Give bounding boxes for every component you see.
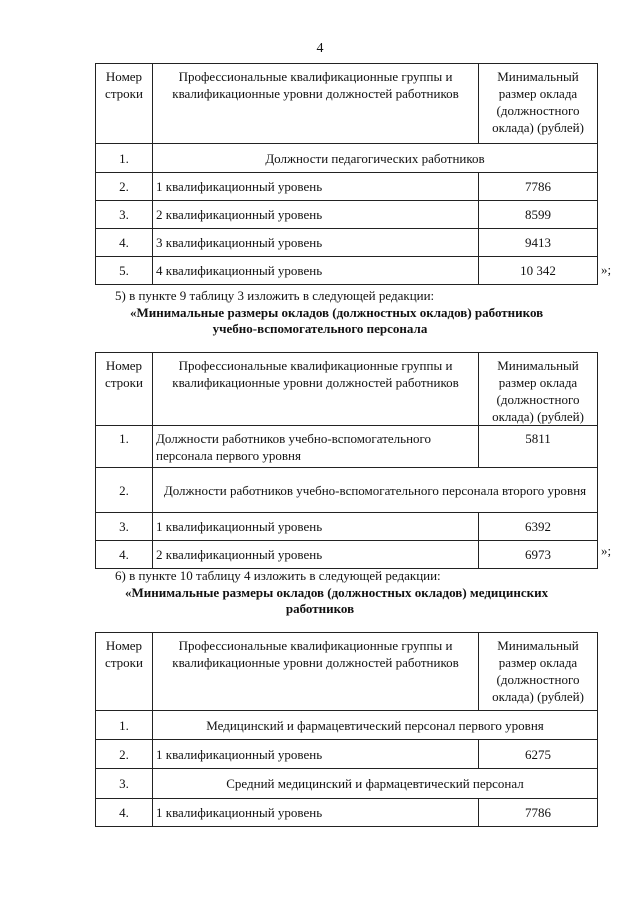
table-row xyxy=(96,426,598,468)
row-number: 2. xyxy=(96,468,153,513)
row-salary: 5811 xyxy=(479,426,598,468)
row-number: 1. xyxy=(96,144,153,173)
row-salary: 7786 xyxy=(479,799,598,827)
table-3-title-line1: «Минимальные размеры окладов (должностных окладов) работников xyxy=(130,305,544,320)
row-number: 3. xyxy=(96,769,153,799)
row-group-title: Должности работников учебно-вспомогательного персонала первого уровня xyxy=(153,426,479,468)
row-group-title: Должности педагогических работников xyxy=(153,144,598,173)
header-salary: Минимальный размер оклада (должностного оклада) (рублей) xyxy=(479,353,598,426)
row-salary: 6275 xyxy=(479,740,598,769)
row-number: 2. xyxy=(96,740,153,769)
row-number: 4. xyxy=(96,229,153,257)
closing-quote-1: »; xyxy=(601,262,612,277)
row-number: 4. xyxy=(96,799,153,827)
table-row xyxy=(96,173,598,201)
table-header-row xyxy=(96,633,598,711)
row-number: 4. xyxy=(96,541,153,569)
table-4-title-line2: работников xyxy=(285,601,355,616)
row-number: 2. xyxy=(96,173,153,201)
page-number: 4 xyxy=(316,41,324,56)
row-level: 2 квалификационный уровень xyxy=(153,541,479,569)
row-level: 2 квалификационный уровень xyxy=(153,201,479,229)
closing-quote-2: »; xyxy=(601,543,612,558)
table-row xyxy=(96,513,598,541)
row-number: 3. xyxy=(96,513,153,541)
table-3-title-line2: учебно-вспомогательного персонала xyxy=(212,321,428,336)
table-row xyxy=(96,201,598,229)
table-row xyxy=(96,229,598,257)
table-teachers xyxy=(95,63,598,285)
table-row xyxy=(96,468,598,513)
item-5-instruction: 5) в пункте 9 таблицу 3 изложить в следующей редакции: xyxy=(115,288,435,303)
header-groups: Профессиональные квалификационные группы и квалификационные уровни должностей работников xyxy=(153,353,479,426)
row-salary: 6973 xyxy=(479,541,598,569)
table-medical-staff xyxy=(95,632,598,827)
header-row-no: Номер строки xyxy=(96,353,153,426)
row-group-title: Средний медицинский и фармацевтический персонал xyxy=(153,769,598,799)
header-salary: Минимальный размер оклада (должностного оклада) (рублей) xyxy=(479,633,598,711)
table-4-title-line1: «Минимальные размеры окладов (должностных окладов) медицинских xyxy=(125,585,549,600)
table-row xyxy=(96,541,598,569)
table-row xyxy=(96,740,598,769)
item-6-instruction: 6) в пункте 10 таблицу 4 изложить в следующей редакции: xyxy=(115,568,441,583)
header-groups: Профессиональные квалификационные группы и квалификационные уровни должностей работников xyxy=(153,64,479,144)
header-groups: Профессиональные квалификационные группы и квалификационные уровни должностей работников xyxy=(153,633,479,711)
row-number: 5. xyxy=(96,257,153,285)
table-row xyxy=(96,799,598,827)
table-header-row xyxy=(96,353,598,426)
table-row xyxy=(96,144,598,173)
row-level: 1 квалификационный уровень xyxy=(153,799,479,827)
row-salary: 9413 xyxy=(479,229,598,257)
table-row xyxy=(96,711,598,740)
table-support-staff xyxy=(95,352,598,569)
row-level: 4 квалификационный уровень xyxy=(153,257,479,285)
row-salary: 8599 xyxy=(479,201,598,229)
table-header-row xyxy=(96,64,598,144)
row-level: 1 квалификационный уровень xyxy=(153,740,479,769)
header-row-no: Номер строки xyxy=(96,633,153,711)
row-number: 1. xyxy=(96,426,153,468)
table-row xyxy=(96,257,598,285)
header-row-no: Номер строки xyxy=(96,64,153,144)
row-number: 1. xyxy=(96,711,153,740)
row-number: 3. xyxy=(96,201,153,229)
row-group-title: Должности работников учебно-вспомогательного персонала второго уровня xyxy=(153,468,598,513)
row-group-title: Медицинский и фармацевтический персонал первого уровня xyxy=(153,711,598,740)
row-level: 1 квалификационный уровень xyxy=(153,173,479,201)
row-salary: 6392 xyxy=(479,513,598,541)
row-salary: 10 342 xyxy=(479,257,598,285)
row-level: 3 квалификационный уровень xyxy=(153,229,479,257)
table-row xyxy=(96,769,598,799)
header-salary: Минимальный размер оклада (должностного оклада) (рублей) xyxy=(479,64,598,144)
row-salary: 7786 xyxy=(479,173,598,201)
row-level: 1 квалификационный уровень xyxy=(153,513,479,541)
